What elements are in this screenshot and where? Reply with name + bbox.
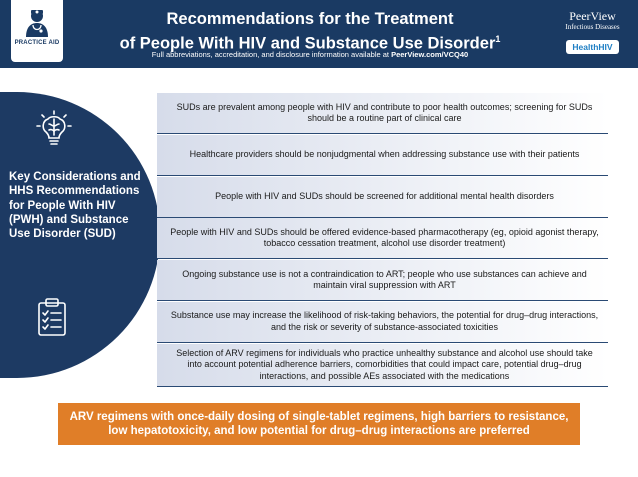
recommendation-row: Selection of ARV regimens for individuals who practice unhealthy substance and alcohol use should take into account potential adherence barriers, comorbidities that could impact care, potential drug–drug interactions, and possible AEs associated with the medications — [157, 344, 608, 387]
sidebar-panel — [0, 92, 160, 378]
recommendation-row: Substance use may increase the likelihood of risk-taking behaviors, the potential for drug–drug interactions, and the risk or severity of substance-associated toxicities — [157, 302, 608, 343]
recommendation-row: Ongoing substance use is not a contraindication to ART; people who use substances can achieve and maintain viral suppression with ART — [157, 260, 608, 301]
subtitle-text: Full abbreviations, accreditation, and disclosure information available at — [151, 50, 392, 59]
peerview-logo: PeerView — [569, 9, 616, 23]
recommendation-row: People with HIV and SUDs should be screened for additional mental health disorders — [157, 177, 608, 218]
doctor-icon — [22, 7, 52, 37]
subtitle — [100, 50, 520, 59]
subtitle-url[interactable]: PeerView.com/VCQ40 — [391, 50, 469, 59]
recommendation-row: Healthcare providers should be nonjudgmental when addressing substance use with their patients — [157, 135, 608, 176]
recommendation-row: SUDs are prevalent among people with HIV and contribute to poor health outcomes; screening for SUDs should be a routine part of clinical care — [157, 93, 608, 134]
healthhiv-logo: HealthHIV — [566, 40, 618, 54]
peerview-subtitle: Infectious Diseases — [565, 23, 620, 31]
title-line-2: of People With HIV and Substance Use Disorder — [119, 34, 496, 53]
clipboard-checklist-icon — [37, 298, 67, 336]
recommendation-row: People with HIV and SUDs should be offered evidence-based pharmacotherapy (eg, opioid agonist therapy, tobacco cessation treatment, alcohol use disorder treatment) — [157, 218, 608, 259]
title-superscript: 1 — [495, 34, 501, 44]
preferred-regimen-callout: ARV regimens with once-daily dosing of single-tablet regimens, high barriers to resistance, low hepatotoxicity, and low potential for drug–drug interactions are preferred — [58, 403, 580, 445]
badge-label: PRACTICE AID — [14, 40, 60, 46]
brand-logos — [555, 10, 630, 55]
recommendation-list — [157, 93, 608, 388]
header-banner — [0, 0, 638, 68]
practice-aid-badge — [11, 0, 63, 62]
title-line-1: Recommendations for the Treatment — [166, 10, 454, 28]
brain-lightbulb-icon — [36, 110, 72, 148]
page-title — [100, 9, 520, 54]
sidebar-heading: Key Considerations and HHS Recommendations for People With HIV (PWH) and Substance Use Disorder (SUD) — [9, 171, 141, 241]
